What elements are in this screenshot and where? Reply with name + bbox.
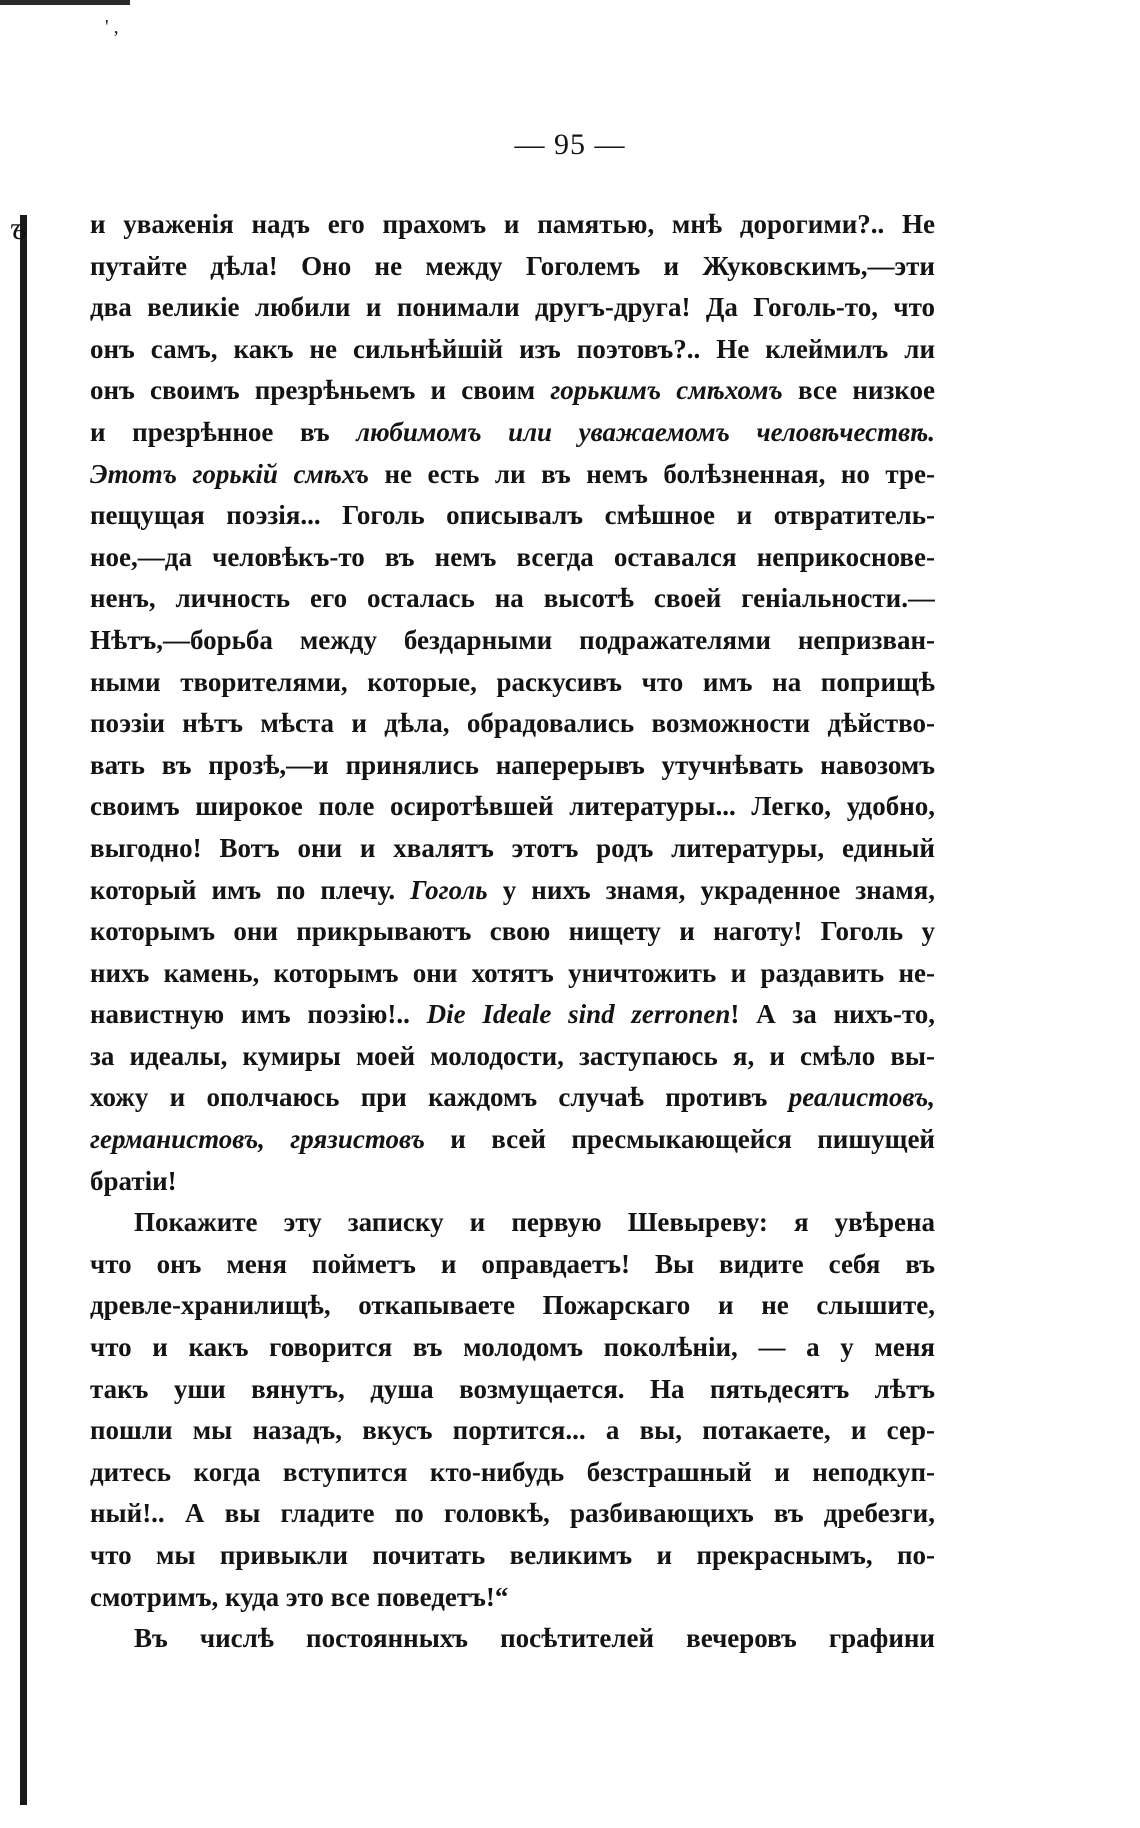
text-line bbox=[90, 828, 935, 870]
text-line bbox=[90, 1285, 935, 1327]
text-line bbox=[90, 412, 935, 454]
italic-text: реалистовъ, bbox=[788, 1082, 935, 1113]
text-run: смотримъ, куда это все поведетъ!“ bbox=[90, 1581, 509, 1612]
text-line bbox=[90, 1036, 935, 1078]
text-run: что мы привыкли почитать великимъ и прекраснымъ, по- bbox=[90, 1540, 935, 1570]
text-run: выгодно! Вотъ они и хвалятъ этотъ родъ литературы, единый bbox=[90, 832, 935, 863]
text-line bbox=[90, 1410, 935, 1452]
page-number: — 95 — bbox=[514, 128, 626, 161]
text-line bbox=[90, 786, 935, 828]
text-line bbox=[90, 1119, 935, 1161]
italic-text: Этотъ горькій смѣхъ bbox=[90, 458, 369, 489]
italic-text: горькимъ смѣхомъ bbox=[550, 375, 783, 406]
text-run: хожу и ополчаюсь при каждомъ случаѣ противъ bbox=[90, 1082, 789, 1113]
text-line bbox=[90, 1452, 935, 1494]
text-run: дитесь когда вступится кто-нибудь безстрашный и неподкуп- bbox=[90, 1456, 935, 1487]
text-line bbox=[90, 578, 935, 620]
text-line bbox=[90, 329, 935, 371]
italic-text: Die Ideale sind zerronen bbox=[426, 999, 731, 1030]
text-line bbox=[90, 1077, 935, 1119]
text-run: и всей пресмыкающейся пишущей bbox=[424, 1124, 935, 1155]
margin-mark: ъ bbox=[10, 210, 27, 246]
text-run: такъ уши вянутъ, душа возмущается. На пятьдесятъ лѣтъ bbox=[90, 1373, 935, 1404]
text-run: своимъ широкое поле осиротѣвшей литературы... Легко, удобно, bbox=[90, 791, 935, 822]
text-run: нихъ камень, которымъ они хотятъ уничтожить и раздавить не- bbox=[90, 957, 935, 988]
text-line bbox=[90, 1244, 935, 1286]
scan-specks: ' , bbox=[105, 16, 119, 38]
body-text bbox=[90, 204, 935, 1660]
text-line bbox=[90, 1202, 935, 1244]
text-line bbox=[90, 537, 935, 579]
text-run: которымъ они прикрываютъ свою нищету и наготу! Гоголь у bbox=[90, 916, 935, 947]
italic-text: Гоголь bbox=[410, 874, 488, 905]
text-line bbox=[90, 287, 935, 329]
text-run: у нихъ знамя, украденное знамя, bbox=[487, 874, 935, 905]
text-run: вать въ прозѣ,—и принялись наперерывъ утучнѣвать навозомъ bbox=[90, 749, 935, 780]
text-run: онъ самъ, какъ не сильнѣйшій изъ поэтовъ?.. Не клеймилъ ли bbox=[90, 333, 935, 364]
text-line bbox=[90, 1493, 935, 1535]
text-run: навистную имъ поэзію!.. bbox=[90, 999, 427, 1030]
text-run: два великіе любили и понимали другъ-друга! Да Гоголь-то, что bbox=[90, 292, 935, 323]
text-line bbox=[90, 204, 935, 246]
text-line bbox=[90, 1577, 935, 1619]
text-run: за идеалы, кумиры моей молодости, заступаюсь я, и смѣло вы- bbox=[90, 1040, 935, 1071]
text-run: древле-хранилищѣ, откапываете Пожарскаго и не слышите, bbox=[90, 1290, 935, 1321]
text-run: Покажите эту записку и первую Шевыреву: я увѣрена bbox=[134, 1207, 935, 1238]
text-line bbox=[90, 994, 935, 1036]
text-run: пещущая поэзія... Гоголь описывалъ смѣшное и отвратитель- bbox=[90, 500, 935, 531]
text-run: не есть ли въ немъ болѣзненная, но тре- bbox=[369, 458, 935, 489]
text-line bbox=[90, 1369, 935, 1411]
text-run: все низкое bbox=[782, 375, 935, 406]
text-line bbox=[90, 1327, 935, 1369]
text-run: ное,—да человѣкъ-то въ немъ всегда оставался неприкоснове- bbox=[90, 541, 935, 572]
italic-text: любимомъ или уважаемомъ человѣчествѣ. bbox=[356, 416, 935, 447]
scan-edge-mark bbox=[20, 215, 27, 1805]
text-line bbox=[90, 620, 935, 662]
text-run: который имъ по плечу. bbox=[90, 874, 411, 905]
text-line bbox=[90, 745, 935, 787]
text-run: братіи! bbox=[90, 1165, 177, 1196]
text-run: Нѣтъ,—борьба между бездарными подражателями непризван- bbox=[90, 624, 935, 655]
text-line bbox=[90, 703, 935, 745]
text-run: что и какъ говорится въ молодомъ поколѣніи, — а у меня bbox=[90, 1332, 935, 1363]
text-line bbox=[90, 1161, 935, 1203]
text-line bbox=[90, 370, 935, 412]
text-run: ненъ, личность его осталась на высотѣ своей геніальности.— bbox=[90, 583, 935, 614]
text-run: онъ своимъ презрѣньемъ и своим bbox=[90, 375, 551, 406]
text-line bbox=[90, 911, 935, 953]
text-line bbox=[90, 1535, 935, 1577]
text-run: и презрѣнное въ bbox=[90, 416, 357, 447]
text-line bbox=[90, 662, 935, 704]
text-run: Въ числѣ постоянныхъ посѣтителей вечеровъ графини bbox=[134, 1623, 935, 1654]
text-run: путайте дѣла! Оно не между Гоголемъ и Жуковскимъ,—эти bbox=[90, 250, 935, 281]
text-line bbox=[90, 246, 935, 288]
text-line bbox=[90, 953, 935, 995]
text-line bbox=[90, 454, 935, 496]
text-line bbox=[90, 870, 935, 912]
text-run: пошли мы назадъ, вкусъ портится... а вы, потакаете, и сер- bbox=[90, 1415, 935, 1446]
text-run: поэзіи нѣтъ мѣста и дѣла, обрадовались возможности дѣйство- bbox=[90, 708, 935, 739]
text-run: что онъ меня пойметъ и оправдаетъ! Вы видите себя въ bbox=[90, 1248, 935, 1279]
text-line bbox=[90, 495, 935, 537]
italic-text: германистовъ, грязистовъ bbox=[90, 1124, 425, 1155]
text-run: и уваженія надъ его прахомъ и памятью, мнѣ дорогими?.. Не bbox=[90, 209, 935, 239]
text-run: ный!.. А вы гладите по головкѣ, разбивающихъ въ дребезги, bbox=[90, 1498, 935, 1529]
text-run: ными творителями, которые, раскусивъ что имъ на поприщѣ bbox=[90, 666, 935, 697]
text-run: ! А за нихъ-то, bbox=[730, 999, 935, 1030]
text-line bbox=[90, 1618, 935, 1660]
scan-edge-top-mark bbox=[0, 0, 130, 5]
